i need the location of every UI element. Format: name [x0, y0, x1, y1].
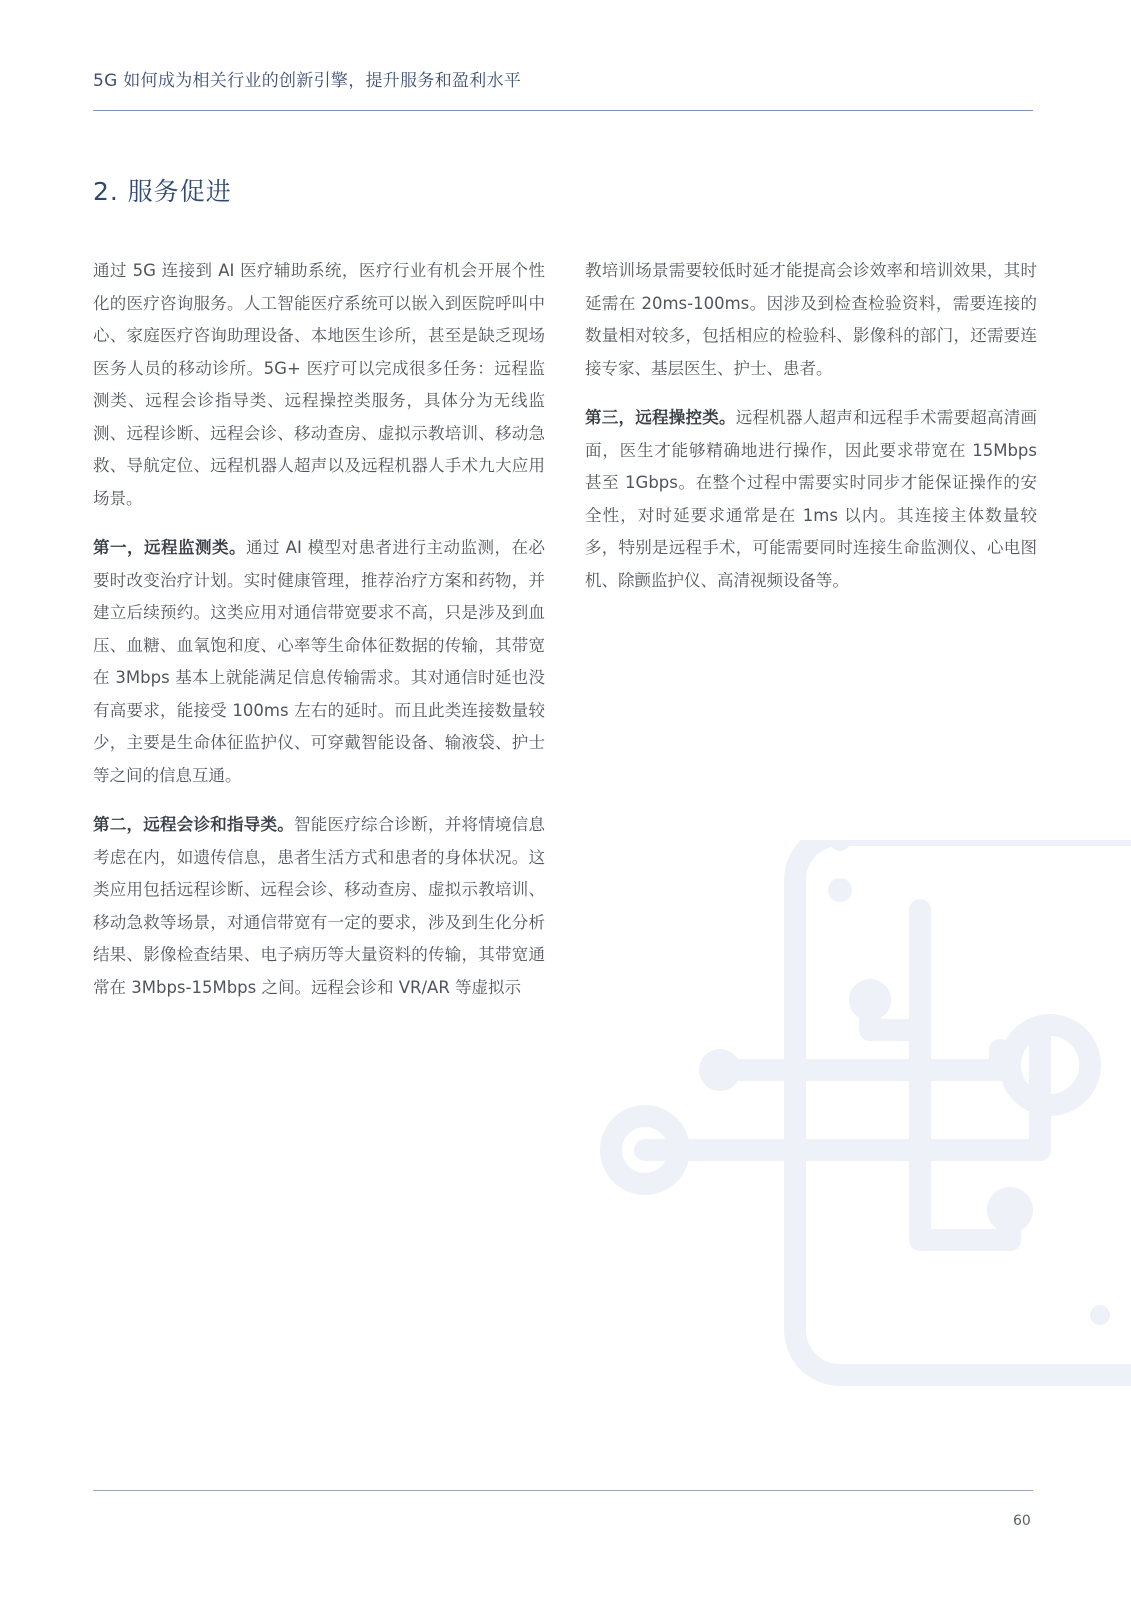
paragraph-text: 智能医疗综合诊断，并将情境信息考虑在内，如遗传信息，患者生活方式和患者的身体状况。这类应用包括远程诊断、远程会诊、移动查房、虚拟示教培训、移动急救等场景，对通信带宽有一定的要求，涉及到生化分析结果、影像检查结果、电子病历等大量资料的传输，其带宽通常在 3Mbps-15Mbps 之间。远程会诊和 VR/AR 等虚拟示 [93, 815, 545, 997]
paragraph-lead: 第三，远程操控类。 [585, 408, 736, 427]
remote-consultation-continued: 教培训场景需要较低时延才能提高会诊效率和培训效果，其时延需在 20ms-100ms。因涉及到检查检验资料，需要连接的数量相对较多，包括相应的检验科、影像科的部门，还需要连接专家、基层医生、护士、患者。 [585, 261, 1037, 378]
footer-divider [93, 1490, 1033, 1491]
left-column [93, 255, 545, 1021]
page-number: 60 [1013, 1513, 1031, 1529]
remote-consultation-paragraph [93, 809, 545, 1004]
remote-monitoring-paragraph [93, 532, 545, 792]
right-column [585, 255, 1037, 614]
paragraph-text: 通过 AI 模型对患者进行主动监测，在必要时改变治疗计划。实时健康管理，推荐治疗方案和药物，并建立后续预约。这类应用对通信带宽要求不高，只是涉及到血压、血糖、血氧饱和度、心率等生命体征数据的传输，其带宽在 3Mbps 基本上就能满足信息传输需求。其对通信时延也没有高要求，能接受 100ms 左右的延时。而且此类连接数量较少，主要是生命体征监护仪、可穿戴智能设备、输液袋、护士等之间的信息互通。 [93, 538, 545, 785]
header-divider [93, 110, 1033, 111]
circuit-board-icon [590, 840, 1131, 1420]
section-title: 2. 服务促进 [93, 177, 232, 206]
remote-operation-paragraph [585, 402, 1037, 597]
paragraph-text: 远程机器人超声和远程手术需要超高清画面，医生才能够精确地进行操作，因此要求带宽在 15Mbps 甚至 1Gbps。在整个过程中需要实时同步才能保证操作的安全性，对时延要求通常是在 1ms 以内。其连接主体数量较多，特别是远程手术，可能需要同时连接生命监测仪、心电图机、除颤监护仪、高清视频设备等。 [585, 408, 1037, 590]
running-header: 5G 如何成为相关行业的创新引擎，提升服务和盈利水平 [93, 71, 522, 91]
paragraph-lead: 第一，远程监测类。 [93, 538, 246, 557]
paragraph-lead: 第二，远程会诊和指导类。 [93, 815, 294, 834]
intro-paragraph: 通过 5G 连接到 AI 医疗辅助系统，医疗行业有机会开展个性化的医疗咨询服务。人工智能医疗系统可以嵌入到医院呼叫中心、家庭医疗咨询助理设备、本地医生诊所，甚至是缺乏现场医务人员的移动诊所。5G+ 医疗可以完成很多任务：远程监测类、远程会诊指导类、远程操控类服务，具体分为无线监测、远程诊断、远程会诊、移动查房、虚拟示教培训、移动急救、导航定位、远程机器人超声以及远程机器人手术九大应用场景。 [93, 261, 545, 508]
